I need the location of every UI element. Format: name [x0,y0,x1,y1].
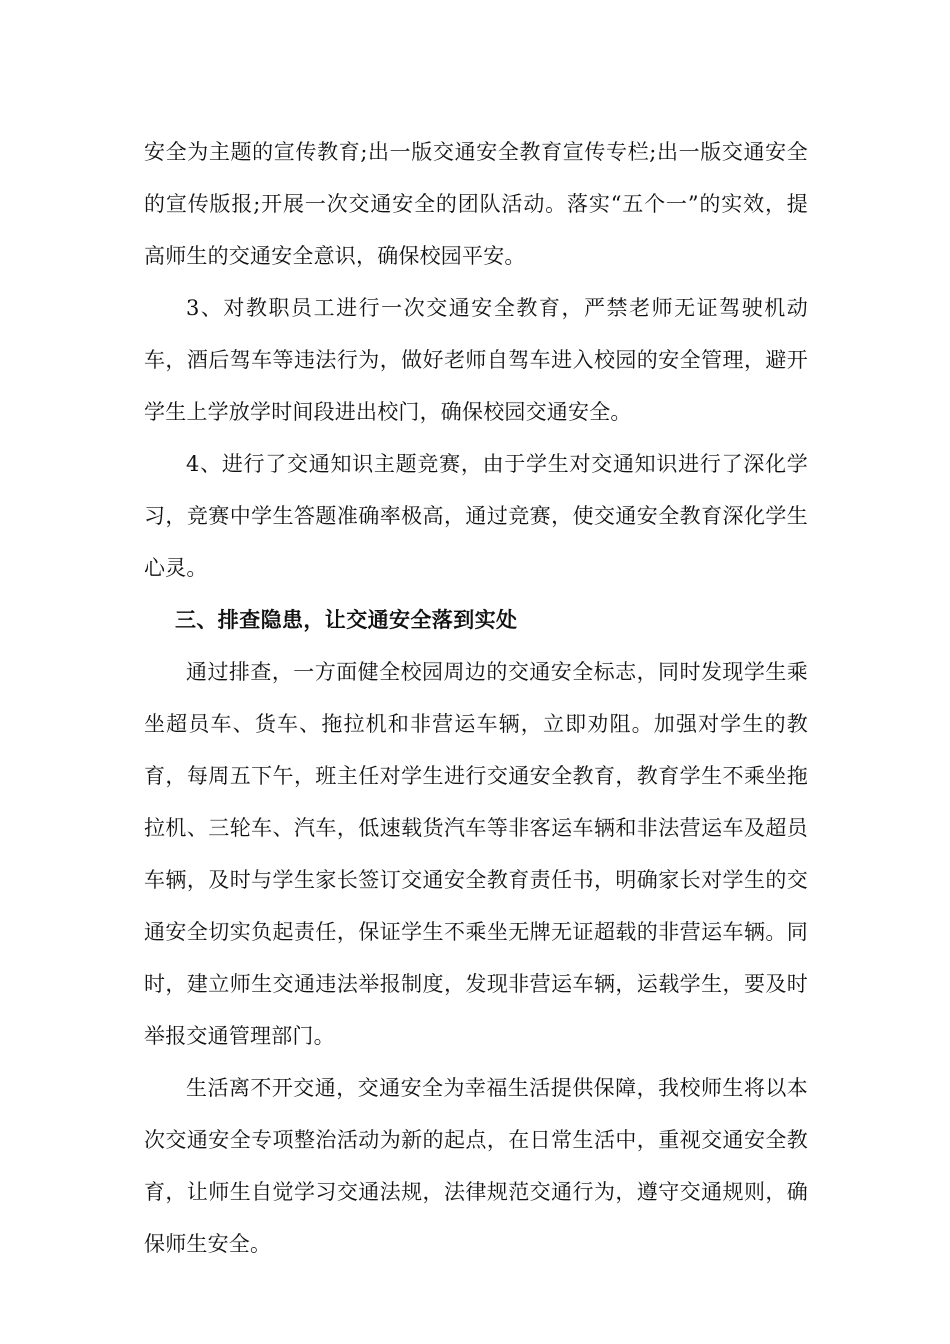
paragraph-item-3: 3、对教职员工进行一次交通安全教育，严禁老师无证驾驶机动车，酒后驾车等违法行为，做好老师自驾车进入校园的安全管理，避开学生上学放学时间段进出校门，确保校园交通安全。 [144,296,808,424]
paragraph-continuation: 安全为主题的宣传教育;出一版交通安全教育宣传专栏;出一版交通安全的宣传版报;开展一次交通安全的团队活动。落实“五个一”的实效，提高师生的交通安全意识，确保校园平安。 [144,140,808,268]
paragraph-item-4: 4、进行了交通知识主题竞赛，由于学生对交通知识进行了深化学习，竞赛中学生答题准确率极高，通过竞赛，使交通安全教育深化学生心灵。 [144,452,808,580]
document-body [144,126,808,1270]
section-heading: 三、排查隐患，让交通安全落到实处 [175,607,518,632]
paragraph-inspection: 通过排查，一方面健全校园周边的交通安全标志，同时发现学生乘坐超员车、货车、拖拉机和非营运车辆，立即劝阻。加强对学生的教育，每周五下午，班主任对学生进行交通安全教育，教育学生不乘坐拖拉机、三轮车、汽车，低速载货汽车等非客运车辆和非法营运车及超员车辆，及时与学生家长签订交通安全教育责任书，明确家长对学生的交通安全切实负起责任，保证学生不乘坐无牌无证超载的非营运车辆。同时，建立师生交通违法举报制度，发现非营运车辆，运载学生，要及时举报交通管理部门。 [144,660,808,1048]
paragraph-conclusion: 生活离不开交通，交通安全为幸福生活提供保障，我校师生将以本次交通安全专项整治活动为新的起点，在日常生活中，重视交通安全教育，让师生自觉学习交通法规，法律规范交通行为，遵守交通规则，确保师生安全。 [144,1076,808,1256]
